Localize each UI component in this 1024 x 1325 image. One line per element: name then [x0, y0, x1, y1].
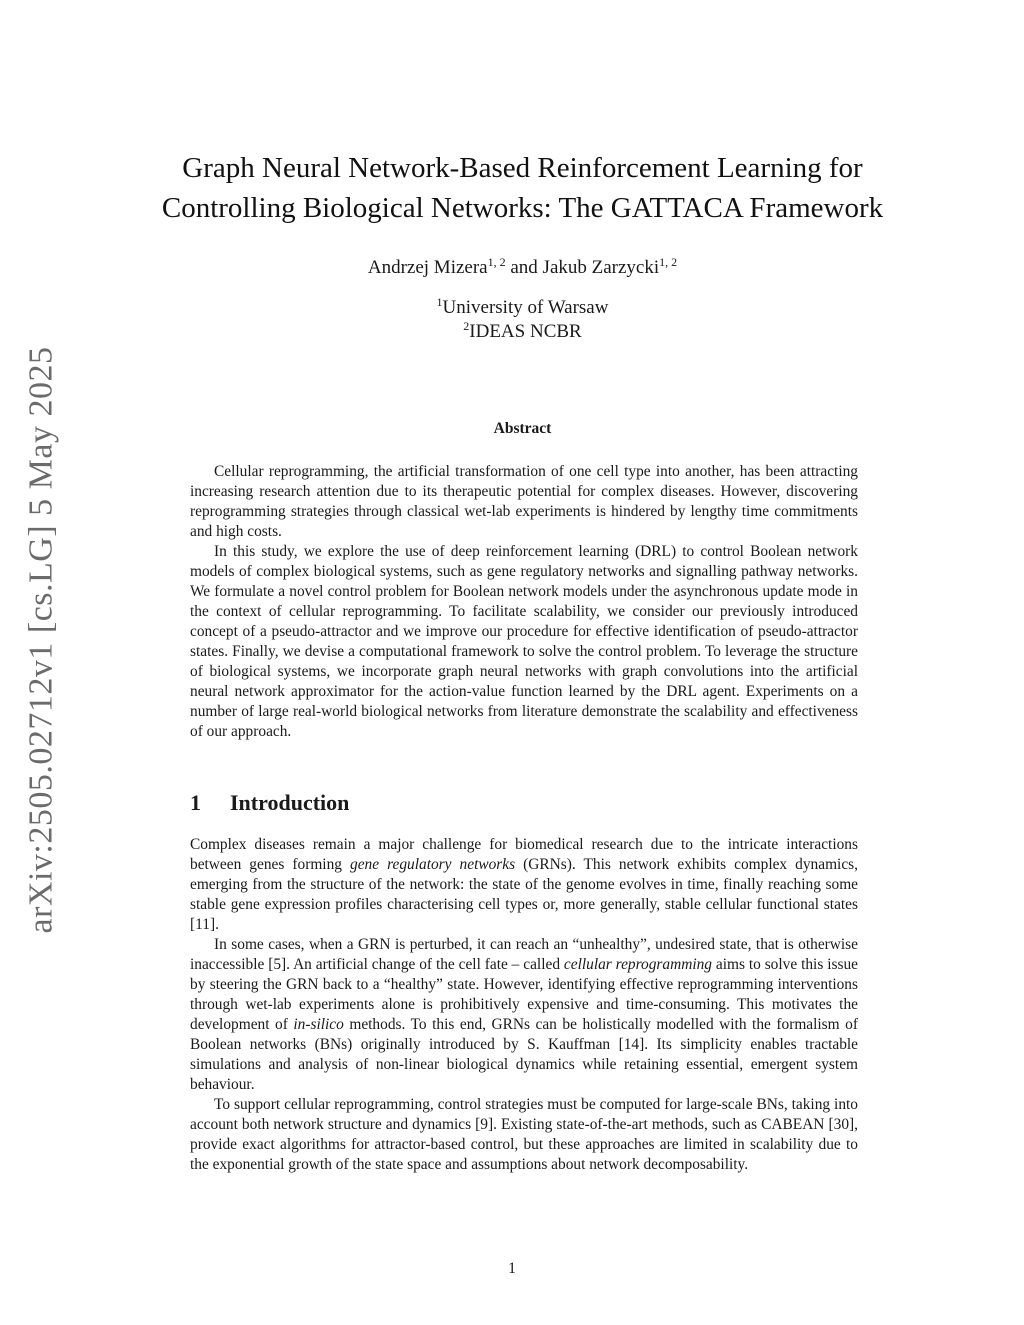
- author-affiliation-marker: 1, 2: [659, 255, 678, 269]
- abstract-paragraph: Cellular reprogramming, the artificial transformation of one cell type into another, has been attracting increasing research attention due to its therapeutic potential for complex diseases. However, discovering reprogramming strategies through classical wet-lab experiments is hindered by lengthy time commitments and high costs.: [190, 463, 858, 540]
- affiliation-name: IDEAS NCBR: [469, 321, 582, 342]
- emphasis-text: cellular reprogramming: [563, 956, 712, 973]
- text-run: (GRNs). This network exhibits complex dynamics, emerging from the structure of the network: the state of the genome evolves in time, finally reaching some stable gene expression profiles characterising cell types or, more generally, stable cellular functional states [11].: [190, 856, 858, 933]
- abstract-body: [190, 462, 858, 742]
- author-name: Jakub Zarzycki: [542, 257, 660, 278]
- section-title: Introduction: [230, 790, 350, 815]
- author-affiliation-marker: 1, 2: [487, 255, 506, 269]
- body-paragraph: [190, 935, 858, 1095]
- section-number: 1: [190, 790, 201, 815]
- affiliation-marker: 2: [463, 319, 470, 333]
- title-line-1: Graph Neural Network-Based Reinforcement Learning for: [182, 152, 863, 184]
- title-line-2: Controlling Biological Networks: The GATTACA Framework: [161, 192, 884, 224]
- affiliations: [130, 296, 915, 344]
- text-run: In some cases, when a GRN is perturbed, it can reach an “unhealthy”, undesired state, that is otherwise inaccessible [5]. An artificial change of the cell fate – called: [190, 936, 858, 973]
- emphasis-text: in-silico: [293, 1016, 344, 1033]
- introduction-body: [190, 835, 858, 1175]
- arxiv-identifier-stamp: [6, 346, 76, 934]
- body-paragraph: [190, 835, 858, 935]
- affiliation-line: [130, 296, 915, 320]
- page-number: 1: [508, 1260, 516, 1277]
- text-run: aims to solve this issue by steering the GRN back to a “healthy” state. However, identifying effective reprogramming interventions through wet-lab experiments alone is prohibitively expensive and time-consuming. This motivates the development of: [190, 956, 858, 1033]
- text-run: Complex diseases remain a major challenge for biomedical research due to the intricate interactions between genes forming: [190, 836, 858, 873]
- arxiv-id-text: arXiv:2505.02712v1 [cs.LG] 5 May 2025: [22, 346, 60, 934]
- affiliation-line: [130, 320, 915, 344]
- author-connector: and: [505, 257, 543, 278]
- author-name: Andrzej Mizera: [367, 257, 488, 278]
- section-heading: [190, 790, 858, 816]
- affiliation-marker: 1: [436, 295, 443, 309]
- affiliation-name: University of Warsaw: [442, 297, 609, 318]
- body-paragraph: To support cellular reprogramming, control strategies must be computed for large-scale BNs, taking into account both network structure and dynamics [9]. Existing state-of-the-art methods, such as CABEAN [30], provide exact algorithms for attractor-based control, but these approaches are limited in scalability due to the exponential growth of the state space and assumptions about network decomposability.: [190, 1096, 858, 1173]
- abstract-paragraph: In this study, we explore the use of deep reinforcement learning (DRL) to control Boolean network models of complex biological systems, such as gene regulatory networks and signalling pathway networks. We formulate a novel control problem for Boolean network models under the asynchronous update mode in the context of cellular reprogramming. To facilitate scalability, we consider our previously introduced concept of a pseudo-attractor and we improve our procedure for effective identification of pseudo-attractor states. Finally, we devise a computational framework to solve the control problem. To leverage the structure of biological systems, we incorporate graph neural networks with graph convolutions into the artificial neural network approximator for the action-value function learned by the DRL agent. Experiments on a number of large real-world biological networks from literature demonstrate the scalability and effectiveness of our approach.: [190, 543, 858, 740]
- text-run: methods. To this end, GRNs can be holistically modelled with the formalism of Boolean networks (BNs) originally introduced by S. Kauffman [14]. Its simplicity enables tractable simulations and analysis of non-linear biological dynamics while retaining essential, emergent system behaviour.: [190, 1016, 858, 1093]
- emphasis-text: gene regulatory networks: [350, 856, 516, 873]
- paper-title: [130, 148, 915, 228]
- author-list: [130, 255, 915, 281]
- abstract-heading: Abstract: [493, 420, 552, 437]
